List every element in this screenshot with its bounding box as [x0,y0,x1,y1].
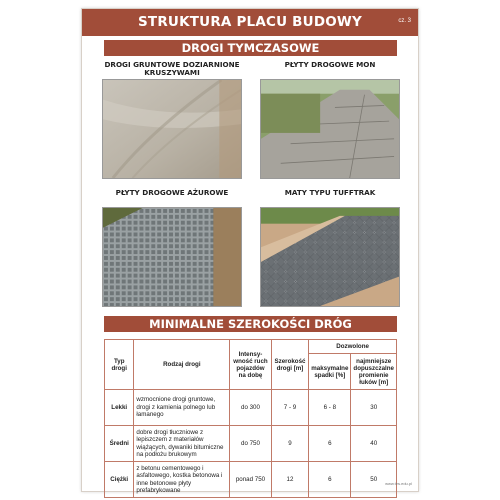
poster [81,8,419,492]
photo-mon-plates [260,79,400,179]
cell-type: Lekki [105,390,134,426]
cell-kind: dobre drogi tłuczniowe z lepiszczem z materiałów wiążących, dywaniki bitumiczne na podłożu brukowym [134,426,230,462]
header-radius: najmniejsze dopuszczalne promienie łuków [m] [351,354,397,390]
cell-radius: 50 [351,462,397,498]
photo-label-tufftrak-mats: MATY TYPU TUFFTRAK [284,188,376,197]
section-title-minimal-widths: MINIMALNE SZEROKOŚCI DRÓG [104,316,397,332]
header-type: Typ drogi [105,340,134,390]
section-title-temporary-roads: DROGI TYMCZASOWE [104,40,397,56]
table-row [105,426,397,462]
cell-width: 12 [271,462,309,498]
cell-kind: wzmocnione drogi gruntowe, drogi z kamienia polnego lub łamanego [134,390,230,426]
cell-slope: 6 [309,426,351,462]
cell-radius: 40 [351,426,397,462]
cell-type: Średni [105,426,134,462]
header-width: Szerokość drogi [m] [271,340,309,390]
header-allowed: Dozwolone [309,340,397,354]
photo-label-openwork-plates: PŁYTY DROGOWE AŻUROWE [115,188,229,197]
photo-gravel-road [102,79,242,179]
photo-openwork-plates [102,207,242,307]
table-row [105,390,397,426]
photo-label-mon-plates: PŁYTY DROGOWE MON [284,60,376,69]
page-title: STRUKTURA PLACU BUDOWY [138,14,362,30]
header-intensity: Intensy-wność ruch pojazdów na dobę [230,340,271,390]
cell-slope: 6 - 8 [309,390,351,426]
footer-logo-text: www.tes.edu.pl [385,481,412,486]
table-row [105,462,397,498]
photo-tufftrak-mats [260,207,400,307]
header-slope: maksymalne spadki [%] [309,354,351,390]
cell-intensity: do 300 [230,390,271,426]
header-kind: Rodzaj drogi [134,340,230,390]
cell-intensity: do 750 [230,426,271,462]
cell-kind: z betonu cementowego i asfaltowego, kostka betonowa i inne betonowe płyty prefabrykowane [134,462,230,498]
cell-intensity: ponad 750 [230,462,271,498]
cell-slope: 6 [309,462,351,498]
cell-radius: 30 [351,390,397,426]
main-header [82,9,418,36]
road-widths-table [104,339,397,498]
page-number: cz. 3 [398,18,411,24]
cell-width: 7 - 9 [271,390,309,426]
cell-width: 9 [271,426,309,462]
photo-label-gravel-roads: DROGI GRUNTOWE DOZIARNIONE KRUSZYWAMI [104,60,240,77]
cell-type: Ciężki [105,462,134,498]
